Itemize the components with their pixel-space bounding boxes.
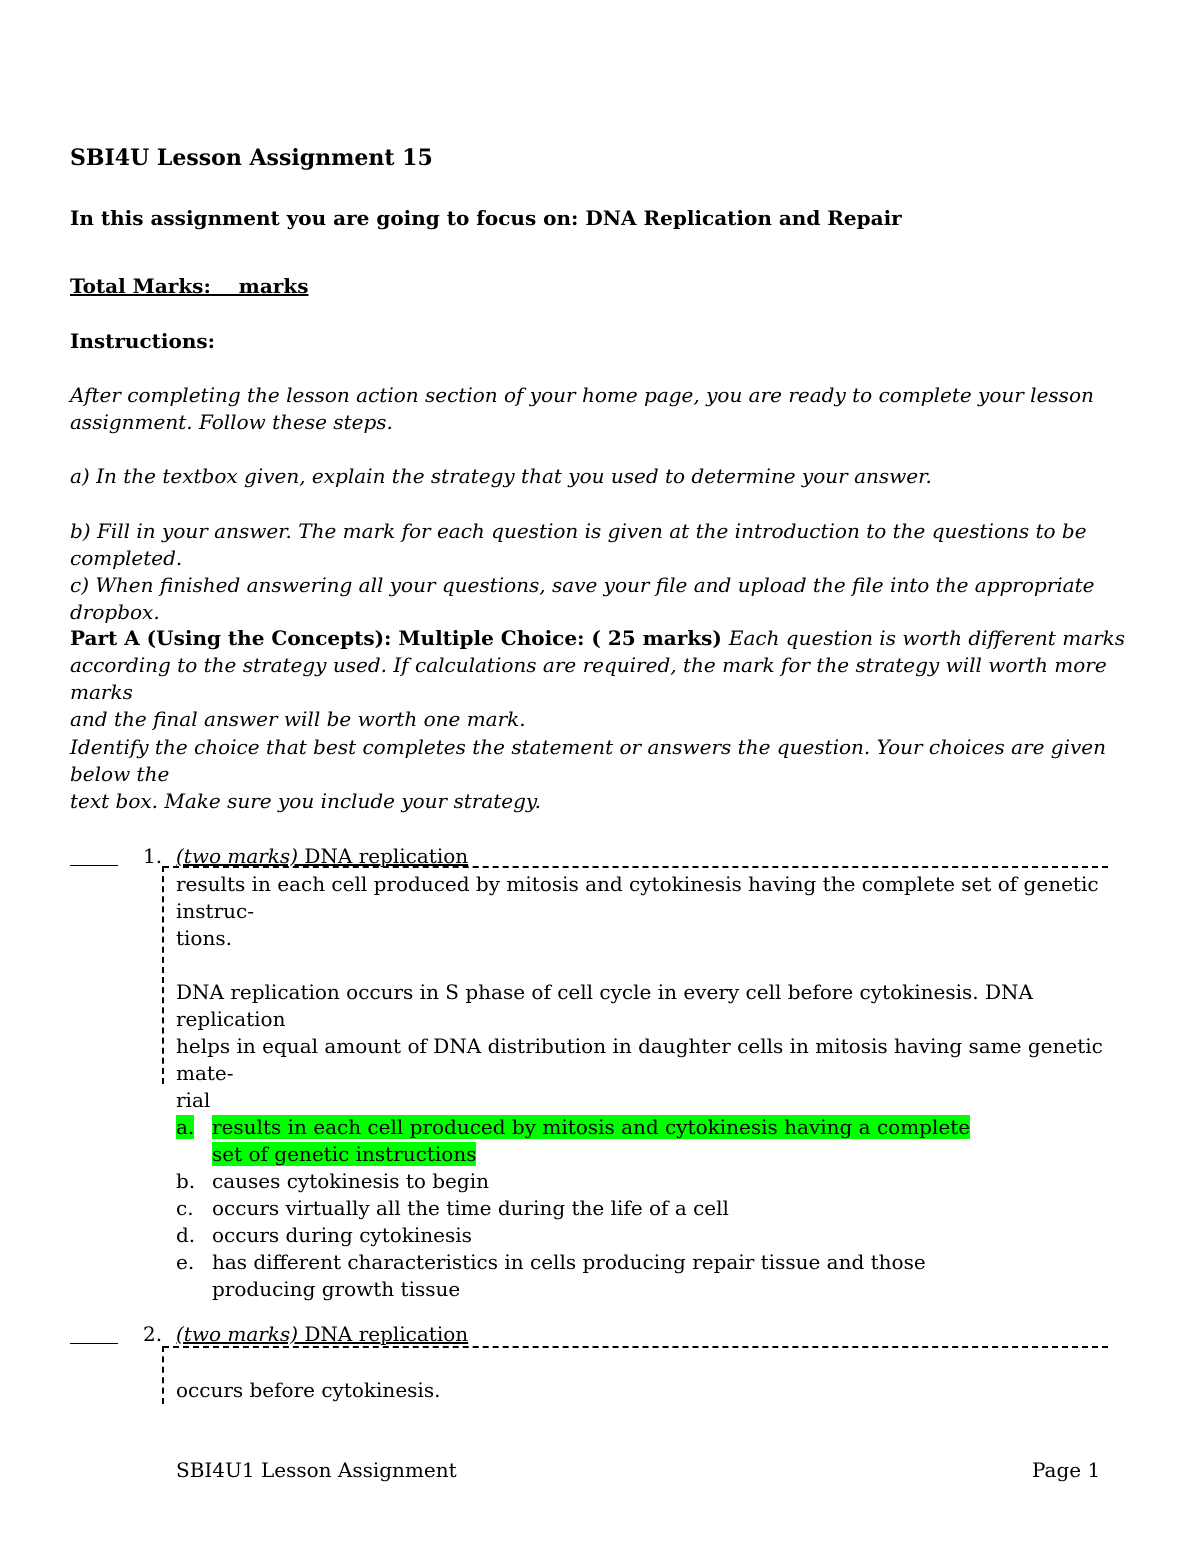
intro-line: After completing the lesson action section of your home page, you are ready to complete your lesson [70, 383, 1094, 407]
choice-label: e. [176, 1250, 195, 1274]
strategy-textbox-q2[interactable] [176, 1377, 1111, 1404]
identify-instruction [70, 734, 1130, 815]
choice-c[interactable] [176, 1195, 996, 1222]
part-a-desc: Each question is worth different marks [728, 626, 1126, 650]
question-stem-text: DNA replication [298, 844, 469, 868]
choice-label: d. [176, 1223, 196, 1247]
answer-blank-q2[interactable] [70, 1343, 118, 1344]
choice-b[interactable] [176, 1168, 996, 1195]
strategy-text: rial [176, 1088, 211, 1112]
assignment-title: SBI4U Lesson Assignment 15 [70, 145, 433, 171]
intro-line: assignment. Follow these steps. [70, 410, 393, 434]
question-marks: (two marks) [176, 1322, 298, 1346]
choice-d[interactable] [176, 1222, 996, 1249]
question-number: 2. [143, 1322, 163, 1346]
choice-text: has different characteristics in cells producing repair tissue and those producing growth tissue [212, 1250, 926, 1301]
identify-line: text box. Make sure you include your strategy. [70, 789, 541, 813]
question-stem [176, 1321, 468, 1348]
part-a-intro [70, 625, 1130, 733]
footer-title: SBI4U1 Lesson Assignment [176, 1458, 457, 1482]
strategy-box-left-border [162, 1346, 164, 1404]
answer-blank-q1[interactable] [70, 865, 118, 866]
question-marks: (two marks) [176, 844, 298, 868]
identify-line: Identify the choice that best completes the statement or answers the question. Your choices are given below the [70, 735, 1106, 786]
step-a: a) In the textbox given, explain the strategy that you used to determine your answer. [70, 464, 932, 488]
instructions-intro [70, 382, 1130, 436]
page-number: Page 1 [1032, 1458, 1101, 1482]
question-number: 1. [143, 844, 163, 868]
question-stem-text: DNA replication [298, 1322, 469, 1346]
choice-label: c. [176, 1196, 194, 1220]
choice-a[interactable] [176, 1114, 996, 1168]
choice-text: occurs during cytokinesis [212, 1223, 472, 1247]
answer-text: results in each cell produced by mitosis and cytokinesis having the complete set of genetic instruc- [176, 872, 1099, 923]
strategy-box-left-border [162, 866, 164, 1084]
choice-text: causes cytokinesis to begin [212, 1169, 489, 1193]
choice-text: occurs virtually all the time during the life of a cell [212, 1196, 729, 1220]
strategy-box-top-border [163, 866, 1108, 868]
strategy-box-top-border [163, 1346, 1108, 1348]
answer-text: occurs before cytokinesis. [176, 1378, 441, 1402]
step-b: b) Fill in your answer. The mark for each question is given at the introduction to the questions to be completed. [70, 519, 1087, 570]
strategy-text: DNA replication occurs in S phase of cell cycle in every cell before cytokinesis. DNA replication [176, 980, 1033, 1031]
instructions-label: Instructions: [70, 329, 216, 353]
choices-q1 [176, 1114, 996, 1303]
choice-e[interactable] [176, 1249, 996, 1303]
choice-text-highlighted: results in each cell produced by mitosis and cytokinesis having a complete set of genetic instructions [212, 1115, 971, 1166]
part-a-desc: and the final answer will be worth one mark. [70, 707, 526, 731]
focus-statement: In this assignment you are going to focus on: DNA Replication and Repair [70, 206, 902, 230]
choice-label: b. [176, 1169, 196, 1193]
part-a-heading: Part A (Using the Concepts): Multiple Choice: ( 25 marks) [70, 626, 729, 650]
part-a-desc: according to the strategy used. If calculations are required, the mark for the strategy will worth more marks [70, 653, 1107, 704]
answer-text: tions. [176, 926, 232, 950]
strategy-textbox-q1[interactable] [176, 871, 1111, 1114]
strategy-text: helps in equal amount of DNA distribution in daughter cells in mitosis having same genetic mate- [176, 1034, 1103, 1085]
step-c: c) When finished answering all your questions, save your file and upload the file into the appropriate dropbox. [70, 573, 1095, 624]
choice-label: a. [176, 1115, 195, 1139]
total-marks: Total Marks: marks [70, 274, 309, 298]
